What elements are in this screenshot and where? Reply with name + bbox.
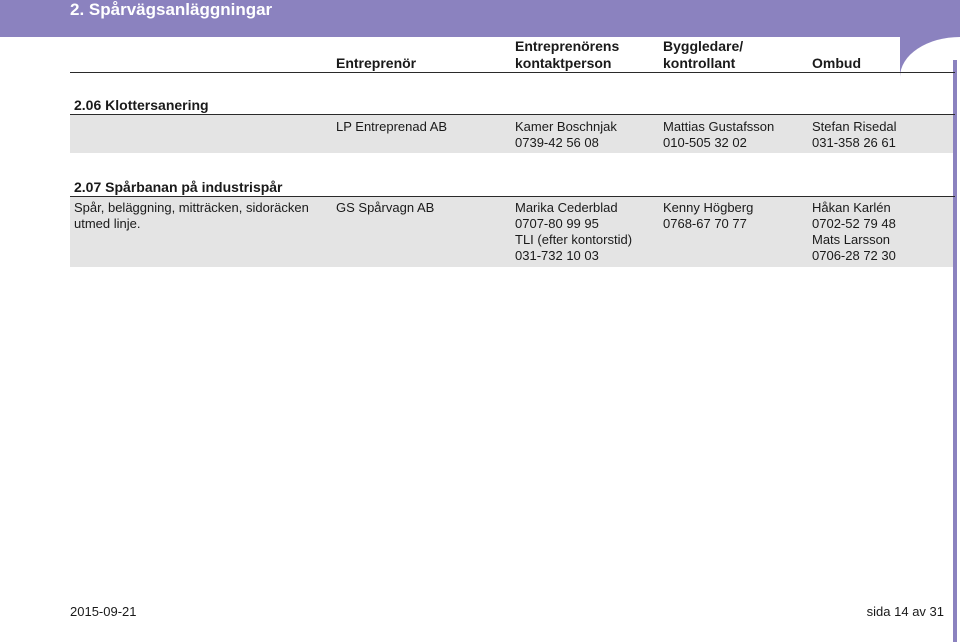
table-row (70, 115, 953, 153)
cell-kontaktperson (515, 200, 632, 264)
cell-line: Kamer Boschnjak (515, 119, 617, 134)
cell-line: utmed linje. (74, 216, 141, 231)
cell-line: Håkan Karlén (812, 200, 891, 215)
cell-line: 0707-80 99 95 (515, 216, 599, 231)
page-number: sida 14 av 31 (866, 604, 944, 619)
table-row (70, 197, 953, 267)
side-strip (953, 60, 957, 642)
cell-ombud (812, 119, 897, 151)
section-title: 2.06 Klottersanering (74, 97, 209, 113)
corner-decoration (900, 37, 960, 77)
header-rule (70, 72, 955, 73)
cell-byggledare (663, 119, 774, 151)
cell-line: Kenny Högberg (663, 200, 754, 215)
cell-line: 0768-67 70 77 (663, 216, 747, 231)
cell-entreprenor: LP Entreprenad AB (336, 119, 448, 134)
column-header-kontaktperson (515, 38, 619, 72)
cell-line: 031-358 26 61 (812, 135, 896, 150)
column-header-ombud: Ombud (812, 55, 861, 71)
footer-date: 2015-09-21 (70, 604, 137, 619)
cell-line: 0702-52 79 48 (812, 216, 896, 231)
cell-line: TLI (efter kontorstid) (515, 232, 633, 247)
cell-line: 0739-42 56 08 (515, 135, 599, 150)
page-title: 2. Spårvägsanläggningar (70, 0, 273, 19)
cell-line: Mats Larsson (812, 232, 891, 247)
column-header-kontaktperson-line2: kontaktperson (515, 55, 612, 71)
column-header-entreprenor: Entreprenör (336, 55, 417, 71)
column-header-byggledare-line2: kontrollant (663, 55, 736, 71)
cell-line: Marika Cederblad (515, 200, 618, 215)
cell-line: Spår, beläggning, mitträcken, sidoräcken (74, 200, 309, 215)
cell-ombud (812, 200, 896, 264)
cell-line: Stefan Risedal (812, 119, 897, 134)
cell-line: 010-505 32 02 (663, 135, 747, 150)
section-title: 2.07 Spårbanan på industrispår (74, 179, 283, 195)
cell-line: Mattias Gustafsson (663, 119, 775, 134)
cell-entreprenor: GS Spårvagn AB (336, 200, 435, 215)
cell-line: 0706-28 72 30 (812, 248, 896, 263)
column-header-byggledare-line1: Byggledare/ (663, 38, 744, 54)
cell-byggledare (663, 200, 753, 232)
cell-kontaktperson (515, 119, 617, 151)
column-header-kontaktperson-line1: Entreprenörens (515, 38, 620, 54)
cell-line: 031-732 10 03 (515, 248, 599, 263)
column-header-byggledare (663, 38, 743, 72)
cell-description (74, 200, 309, 232)
